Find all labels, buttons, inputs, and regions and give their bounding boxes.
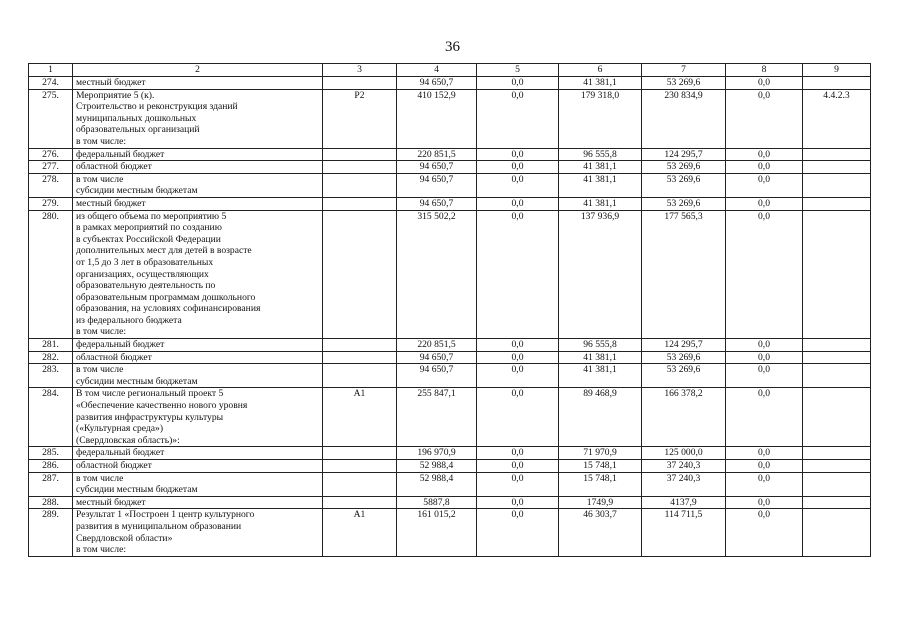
- table-row: [29, 496, 871, 509]
- cell-col-8: 0,0: [726, 472, 803, 496]
- cell-col-9: [803, 197, 871, 210]
- column-header: 4: [397, 64, 477, 77]
- row-code: [323, 197, 397, 210]
- cell-col-6: 41 381,1: [559, 364, 642, 388]
- cell-col-5: 0,0: [477, 161, 559, 174]
- cell-col-6: 15 748,1: [559, 460, 642, 473]
- column-header: 9: [803, 64, 871, 77]
- cell-col-6: 41 381,1: [559, 77, 642, 90]
- row-code: [323, 472, 397, 496]
- row-code: [323, 173, 397, 197]
- cell-col-8: 0,0: [726, 496, 803, 509]
- column-header: 2: [73, 64, 323, 77]
- cell-col-7: 53 269,6: [642, 351, 726, 364]
- row-code: [323, 148, 397, 161]
- cell-col-6: 179 318,0: [559, 89, 642, 148]
- row-name: местный бюджет: [73, 197, 323, 210]
- cell-col-5: 0,0: [477, 89, 559, 148]
- cell-col-8: 0,0: [726, 351, 803, 364]
- row-number: 280.: [29, 210, 73, 339]
- cell-col-5: 0,0: [477, 447, 559, 460]
- row-name: областной бюджет: [73, 351, 323, 364]
- cell-col-5: 0,0: [477, 364, 559, 388]
- row-name: в том числе субсидии местным бюджетам: [73, 173, 323, 197]
- cell-col-7: 124 295,7: [642, 339, 726, 352]
- row-number: 277.: [29, 161, 73, 174]
- row-number: 281.: [29, 339, 73, 352]
- cell-col-8: 0,0: [726, 364, 803, 388]
- row-number: 289.: [29, 509, 73, 556]
- row-code: [323, 496, 397, 509]
- cell-col-5: 0,0: [477, 472, 559, 496]
- row-code: [323, 460, 397, 473]
- row-number: 287.: [29, 472, 73, 496]
- row-number: 282.: [29, 351, 73, 364]
- cell-col-4: 315 502,2: [397, 210, 477, 339]
- row-code: [323, 447, 397, 460]
- cell-col-5: 0,0: [477, 210, 559, 339]
- row-code: [323, 77, 397, 90]
- cell-col-5: 0,0: [477, 197, 559, 210]
- table-row: [29, 472, 871, 496]
- cell-col-7: 53 269,6: [642, 173, 726, 197]
- table-row: [29, 148, 871, 161]
- cell-col-4: 94 650,7: [397, 173, 477, 197]
- cell-col-8: 0,0: [726, 148, 803, 161]
- cell-col-5: 0,0: [477, 509, 559, 556]
- cell-col-8: 0,0: [726, 339, 803, 352]
- cell-col-4: 255 847,1: [397, 388, 477, 447]
- cell-col-5: 0,0: [477, 351, 559, 364]
- cell-col-8: 0,0: [726, 173, 803, 197]
- table-row: [29, 210, 871, 339]
- column-header: 3: [323, 64, 397, 77]
- row-number: 283.: [29, 364, 73, 388]
- row-code: P2: [323, 89, 397, 148]
- cell-col-6: 96 555,8: [559, 339, 642, 352]
- cell-col-7: 177 565,3: [642, 210, 726, 339]
- cell-col-8: 0,0: [726, 89, 803, 148]
- row-name: федеральный бюджет: [73, 447, 323, 460]
- row-number: 286.: [29, 460, 73, 473]
- cell-col-6: 41 381,1: [559, 161, 642, 174]
- row-code: [323, 351, 397, 364]
- cell-col-5: 0,0: [477, 339, 559, 352]
- cell-col-8: 0,0: [726, 210, 803, 339]
- cell-col-7: 166 378,2: [642, 388, 726, 447]
- cell-col-9: [803, 339, 871, 352]
- page-number: 36: [445, 39, 460, 55]
- row-code: [323, 161, 397, 174]
- cell-col-9: [803, 210, 871, 339]
- cell-col-6: 89 468,9: [559, 388, 642, 447]
- table-row: [29, 89, 871, 148]
- cell-col-9: [803, 148, 871, 161]
- cell-col-5: 0,0: [477, 173, 559, 197]
- cell-col-4: 94 650,7: [397, 77, 477, 90]
- cell-col-9: [803, 388, 871, 447]
- table-row: [29, 447, 871, 460]
- row-number: 275.: [29, 89, 73, 148]
- cell-col-9: [803, 161, 871, 174]
- cell-col-7: 114 711,5: [642, 509, 726, 556]
- cell-col-4: 220 851,5: [397, 339, 477, 352]
- cell-col-5: 0,0: [477, 77, 559, 90]
- header-row: [29, 64, 871, 77]
- table-row: [29, 197, 871, 210]
- cell-col-4: 94 650,7: [397, 364, 477, 388]
- row-number: 274.: [29, 77, 73, 90]
- table-row: [29, 460, 871, 473]
- cell-col-5: 0,0: [477, 496, 559, 509]
- cell-col-4: 196 970,9: [397, 447, 477, 460]
- row-name: В том числе региональный проект 5 «Обеспечение качественно нового уровня развития инфраструктуры культуры («Культурная среда») (Свердловская область)»:: [73, 388, 323, 447]
- cell-col-4: 94 650,7: [397, 197, 477, 210]
- cell-col-6: 71 970,9: [559, 447, 642, 460]
- row-name: местный бюджет: [73, 77, 323, 90]
- row-code: A1: [323, 388, 397, 447]
- cell-col-8: 0,0: [726, 197, 803, 210]
- row-name: в том числе субсидии местным бюджетам: [73, 472, 323, 496]
- cell-col-7: 53 269,6: [642, 364, 726, 388]
- row-code: [323, 364, 397, 388]
- cell-col-9: [803, 509, 871, 556]
- cell-col-7: 37 240,3: [642, 460, 726, 473]
- cell-col-4: 52 988,4: [397, 472, 477, 496]
- cell-col-5: 0,0: [477, 388, 559, 447]
- cell-col-6: 41 381,1: [559, 197, 642, 210]
- column-header: 7: [642, 64, 726, 77]
- cell-col-8: 0,0: [726, 509, 803, 556]
- cell-col-8: 0,0: [726, 77, 803, 90]
- cell-col-9: [803, 364, 871, 388]
- row-name: местный бюджет: [73, 496, 323, 509]
- cell-col-7: 124 295,7: [642, 148, 726, 161]
- cell-col-6: 41 381,1: [559, 351, 642, 364]
- cell-col-8: 0,0: [726, 460, 803, 473]
- cell-col-4: 410 152,9: [397, 89, 477, 148]
- table-row: [29, 161, 871, 174]
- cell-col-6: 15 748,1: [559, 472, 642, 496]
- table-row: [29, 77, 871, 90]
- cell-col-4: 94 650,7: [397, 161, 477, 174]
- cell-col-6: 1749,9: [559, 496, 642, 509]
- table-row: [29, 509, 871, 556]
- row-number: 279.: [29, 197, 73, 210]
- cell-col-7: 53 269,6: [642, 161, 726, 174]
- cell-col-5: 0,0: [477, 148, 559, 161]
- table-row: [29, 388, 871, 447]
- column-header: 1: [29, 64, 73, 77]
- cell-col-6: 41 381,1: [559, 173, 642, 197]
- cell-col-9: [803, 77, 871, 90]
- cell-col-9: 4.4.2.3: [803, 89, 871, 148]
- cell-col-8: 0,0: [726, 447, 803, 460]
- cell-col-9: [803, 496, 871, 509]
- cell-col-7: 53 269,6: [642, 197, 726, 210]
- cell-col-8: 0,0: [726, 161, 803, 174]
- cell-col-9: [803, 173, 871, 197]
- row-name: Мероприятие 5 (к). Строительство и реконструкция зданий муниципальных дошкольных образовательных организаций в том числе:: [73, 89, 323, 148]
- table-row: [29, 339, 871, 352]
- row-name: областной бюджет: [73, 161, 323, 174]
- cell-col-9: [803, 460, 871, 473]
- cell-col-4: 94 650,7: [397, 351, 477, 364]
- cell-col-9: [803, 351, 871, 364]
- cell-col-5: 0,0: [477, 460, 559, 473]
- cell-col-4: 220 851,5: [397, 148, 477, 161]
- row-code: [323, 210, 397, 339]
- cell-col-8: 0,0: [726, 388, 803, 447]
- column-header: 8: [726, 64, 803, 77]
- cell-col-6: 46 303,7: [559, 509, 642, 556]
- row-number: 276.: [29, 148, 73, 161]
- budget-table: [28, 63, 871, 557]
- cell-col-7: 37 240,3: [642, 472, 726, 496]
- row-number: 278.: [29, 173, 73, 197]
- cell-col-9: [803, 472, 871, 496]
- row-number: 284.: [29, 388, 73, 447]
- cell-col-9: [803, 447, 871, 460]
- table-row: [29, 173, 871, 197]
- cell-col-7: 230 834,9: [642, 89, 726, 148]
- row-number: 285.: [29, 447, 73, 460]
- row-number: 288.: [29, 496, 73, 509]
- cell-col-4: 5887,8: [397, 496, 477, 509]
- cell-col-7: 125 000,0: [642, 447, 726, 460]
- row-name: Результат 1 «Построен 1 центр культурного развития в муниципальном образовании Свердловской области» в том числе:: [73, 509, 323, 556]
- row-name: федеральный бюджет: [73, 339, 323, 352]
- cell-col-7: 53 269,6: [642, 77, 726, 90]
- column-header: 6: [559, 64, 642, 77]
- row-name: в том числе субсидии местным бюджетам: [73, 364, 323, 388]
- table-row: [29, 351, 871, 364]
- row-name: из общего объема по мероприятию 5 в рамках мероприятий по созданию в субъектах Российской Федерации дополнительных мест для детей в возрасте от 1,5 до 3 лет в образовательных организациях, осуществляющих образовательную деятельность по образовательным программам дошкольного образования, на условиях софинансирования из федерального бюджета в том числе:: [73, 210, 323, 339]
- cell-col-4: 52 988,4: [397, 460, 477, 473]
- cell-col-6: 137 936,9: [559, 210, 642, 339]
- table-row: [29, 364, 871, 388]
- cell-col-6: 96 555,8: [559, 148, 642, 161]
- row-code: A1: [323, 509, 397, 556]
- row-name: областной бюджет: [73, 460, 323, 473]
- column-header: 5: [477, 64, 559, 77]
- row-name: федеральный бюджет: [73, 148, 323, 161]
- row-code: [323, 339, 397, 352]
- cell-col-7: 4137,9: [642, 496, 726, 509]
- cell-col-4: 161 015,2: [397, 509, 477, 556]
